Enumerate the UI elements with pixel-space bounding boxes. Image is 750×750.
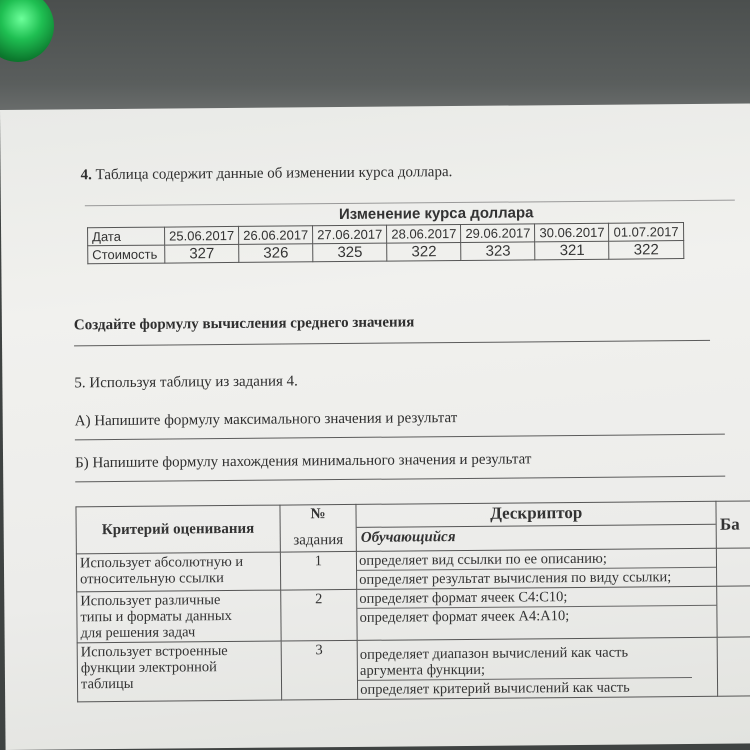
descriptor-cell xyxy=(356,548,717,589)
row-label-cost: Стоимость xyxy=(88,245,165,264)
table-surface xyxy=(0,0,750,120)
values-row xyxy=(88,241,684,264)
criterion-line: типы и форматы данных xyxy=(80,607,232,626)
date-cell: 28.06.2017 xyxy=(387,224,461,243)
task4-heading-text: Таблица содержит данные об изменении курса доллара. xyxy=(95,164,453,184)
criterion-line: Использует различные xyxy=(80,592,221,610)
descriptor-item: определяет критерий вычислений как часть xyxy=(360,679,630,698)
task4-heading xyxy=(81,164,453,184)
worksheet-page xyxy=(0,103,750,750)
descriptor-cell xyxy=(357,637,718,699)
date-cell: 26.06.2017 xyxy=(239,226,313,245)
descriptor-item: определяет формат ячеек A4:A10; xyxy=(359,608,570,626)
descriptor-item: определяет формат ячеек C4:C10; xyxy=(357,587,716,609)
header-task-number xyxy=(280,504,357,552)
header-criterion: Критерий оценивания xyxy=(76,505,280,554)
task4-instruction: Создайте формулу вычисления среднего значения xyxy=(73,314,415,334)
criterion-line: Использует абсолютную и xyxy=(79,553,244,572)
value-cell: 326 xyxy=(239,244,313,263)
date-cell: 25.06.2017 xyxy=(165,226,239,245)
score-cell xyxy=(717,548,750,586)
criterion-cell xyxy=(76,552,280,592)
value-cell: 323 xyxy=(461,242,535,261)
task-number-cell: 2 xyxy=(280,589,357,641)
date-cell: 01.07.2017 xyxy=(609,223,683,242)
header-num-word: задания xyxy=(293,532,344,549)
task-number-cell: 1 xyxy=(280,551,357,590)
dollar-table-title: Изменение курса доллара xyxy=(338,204,534,224)
value-cell: 322 xyxy=(609,241,683,260)
score-cell xyxy=(717,637,750,696)
answer-line xyxy=(75,434,725,441)
criterion-cell xyxy=(77,641,281,702)
criteria-row xyxy=(76,548,750,592)
criterion-cell xyxy=(77,590,281,643)
task-number-cell: 3 xyxy=(281,640,358,700)
date-cell: 30.06.2017 xyxy=(535,223,609,242)
criterion-line: таблицы xyxy=(80,675,134,693)
header-student: Обучающийся xyxy=(360,529,456,546)
value-cell: 321 xyxy=(535,241,609,260)
value-cell: 327 xyxy=(165,244,239,263)
dollar-rate-table xyxy=(87,222,684,264)
criterion-line: Использует встроенные xyxy=(80,643,228,661)
task4-number: 4. xyxy=(80,167,92,184)
descriptor-cell xyxy=(357,586,718,640)
criteria-row xyxy=(77,586,750,643)
criterion-line: относительную ссылки xyxy=(80,570,224,588)
criteria-header-row xyxy=(76,501,750,554)
header-descriptor xyxy=(356,501,717,551)
value-cell: 322 xyxy=(387,242,461,261)
date-cell: 27.06.2017 xyxy=(313,225,387,244)
answer-line xyxy=(75,476,725,483)
header-descriptor-title: Дескриптор xyxy=(357,502,716,528)
task5-part-a: А) Напишите формулу максимального значения и результат xyxy=(74,410,458,430)
descriptor-item: определяет диапазон вычислений как часть аргумента функции; xyxy=(358,638,692,681)
header-score: Ба xyxy=(716,501,750,548)
header-num-symbol: № xyxy=(310,506,326,523)
assessment-criteria-table xyxy=(75,500,750,702)
date-cell: 29.06.2017 xyxy=(461,224,535,243)
task5-heading: 5. Используя таблицу из задания 4. xyxy=(74,373,298,392)
criteria-row xyxy=(77,637,750,702)
row-label-date: Дата xyxy=(88,227,165,246)
criterion-line: для решения задач xyxy=(80,624,196,642)
descriptor-item: определяет результат вычисления по виду ссылки; xyxy=(359,569,672,588)
criterion-line: функции электронной xyxy=(80,659,217,677)
task5-part-b: Б) Напишите формулу нахождения минимального значения и результат xyxy=(75,451,532,472)
score-cell xyxy=(717,586,750,637)
descriptor-item: определяет вид ссылки по ее описанию; xyxy=(357,549,716,571)
value-cell: 325 xyxy=(313,243,387,262)
answer-line xyxy=(74,340,710,347)
